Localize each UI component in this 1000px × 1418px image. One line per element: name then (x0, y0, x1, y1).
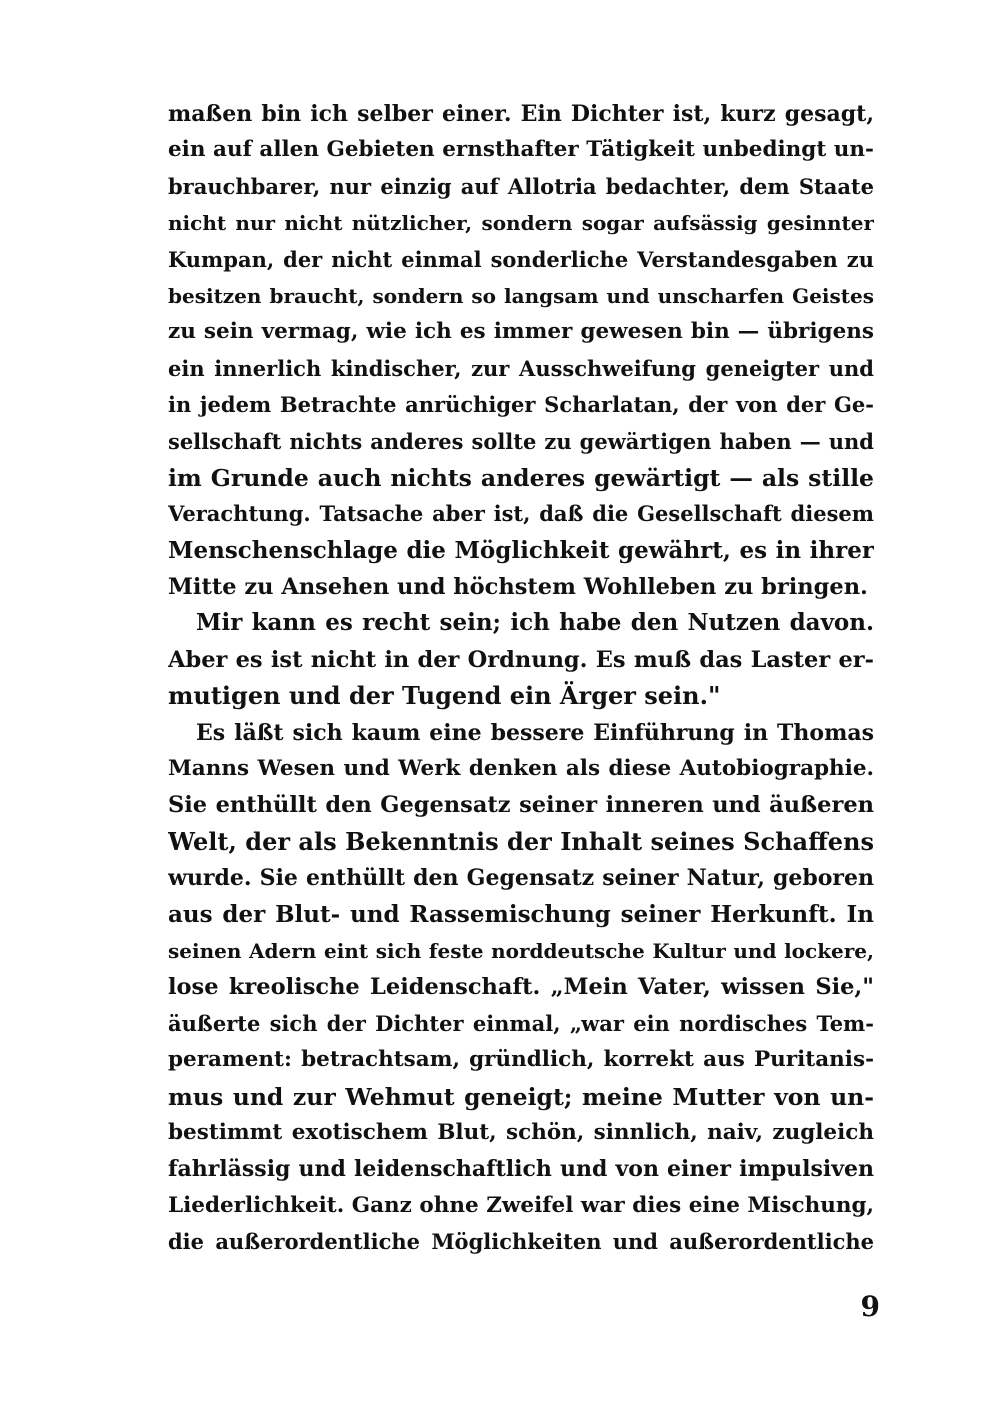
body-text (168, 96, 874, 1261)
text-line-22: wurde. Sie enthüllt den Gegensatz seiner Natur, geboren (168, 865, 874, 892)
text-line-24: seinen Adern eint sich feste norddeutsche Kultur und lockere, (168, 938, 874, 963)
text-line-16: Aber es ist nicht in der Ordnung. Es muß das Laster er- (168, 646, 874, 673)
text-line-11: im Grunde auch nichts anderes gewärtigt — als stille (168, 463, 874, 492)
text-line-8: ein innerlich kindischer, zur Ausschweifung geneigter und (168, 355, 874, 381)
text-line-2: ein auf allen Gebieten ernsthafter Tätigkeit unbedingt un- (168, 137, 874, 163)
page-number: 9 (860, 1290, 880, 1323)
text-line-6: besitzen braucht, sondern so langsam und unscharfen Geistes (168, 283, 874, 308)
text-line-19: Manns Wesen und Werk denken als diese Autobiographie. (168, 756, 874, 782)
text-line-7: zu sein vermag, wie ich es immer gewesen bin — übrigens (168, 319, 874, 345)
text-line-27: perament: betrachtsam, gründlich, korrekt aus Puritanis- (168, 1047, 874, 1073)
text-line-10: sellschaft nichts anderes sollte zu gewärtigen haben — und (168, 428, 874, 454)
text-line-28: mus und zur Wehmut geneigt; meine Mutter von un- (168, 1082, 874, 1111)
text-line-5: Kumpan, der nicht einmal sonderliche Verstandesgaben zu (168, 246, 874, 272)
text-line-29: bestimmt exotischem Blut, schön, sinnlich, naiv, zugleich (168, 1119, 874, 1145)
text-line-26: äußerte sich der Dichter einmal, „war ein nordisches Tem- (168, 1010, 874, 1036)
text-line-13: Menschenschlage die Möglichkeit gewährt, es in ihrer (168, 536, 874, 564)
text-line-32: die außerordentliche Möglichkeiten und außerordentliche (168, 1229, 874, 1255)
text-line-4: nicht nur nicht nützlicher, sondern sogar aufsässig gesinnter (168, 211, 874, 236)
text-line-31: Liederlichkeit. Ganz ohne Zweifel war dies eine Mischung, (168, 1192, 874, 1218)
text-line-1: maßen bin ich selber einer. Ein Dichter ist, kurz gesagt, (168, 101, 874, 127)
text-line-30: fahrlässig und leidenschaftlich und von einer impulsiven (168, 1156, 874, 1183)
text-line-23: aus der Blut- und Rassemischung seiner Herkunft. In (168, 900, 874, 928)
text-line-21: Welt, der als Bekenntnis der Inhalt seines Schaffens (168, 826, 874, 856)
text-line-18: Es läßt sich kaum eine bessere Einführung in Thomas (196, 719, 874, 746)
text-line-25: lose kreolische Leidenschaft. „Mein Vater, wissen Sie," (168, 974, 874, 1001)
text-line-20: Sie enthüllt den Gegensatz seiner inneren und äußeren (168, 792, 874, 819)
text-line-3: brauchbarer, nur einzig auf Allotria bedachter, dem Staate (168, 173, 874, 199)
text-line-14: Mitte zu Ansehen und höchstem Wohlleben zu bringen. (168, 574, 868, 601)
text-line-12: Verachtung. Tatsache aber ist, daß die Gesellschaft diesem (168, 501, 874, 527)
text-line-15: Mir kann es recht sein; ich habe den Nutzen davon. (196, 609, 874, 637)
text-line-17: mutigen und der Tugend ein Ärger sein." (168, 681, 721, 711)
text-line-9: in jedem Betrachte anrüchiger Scharlatan, der von der Ge- (168, 392, 874, 418)
